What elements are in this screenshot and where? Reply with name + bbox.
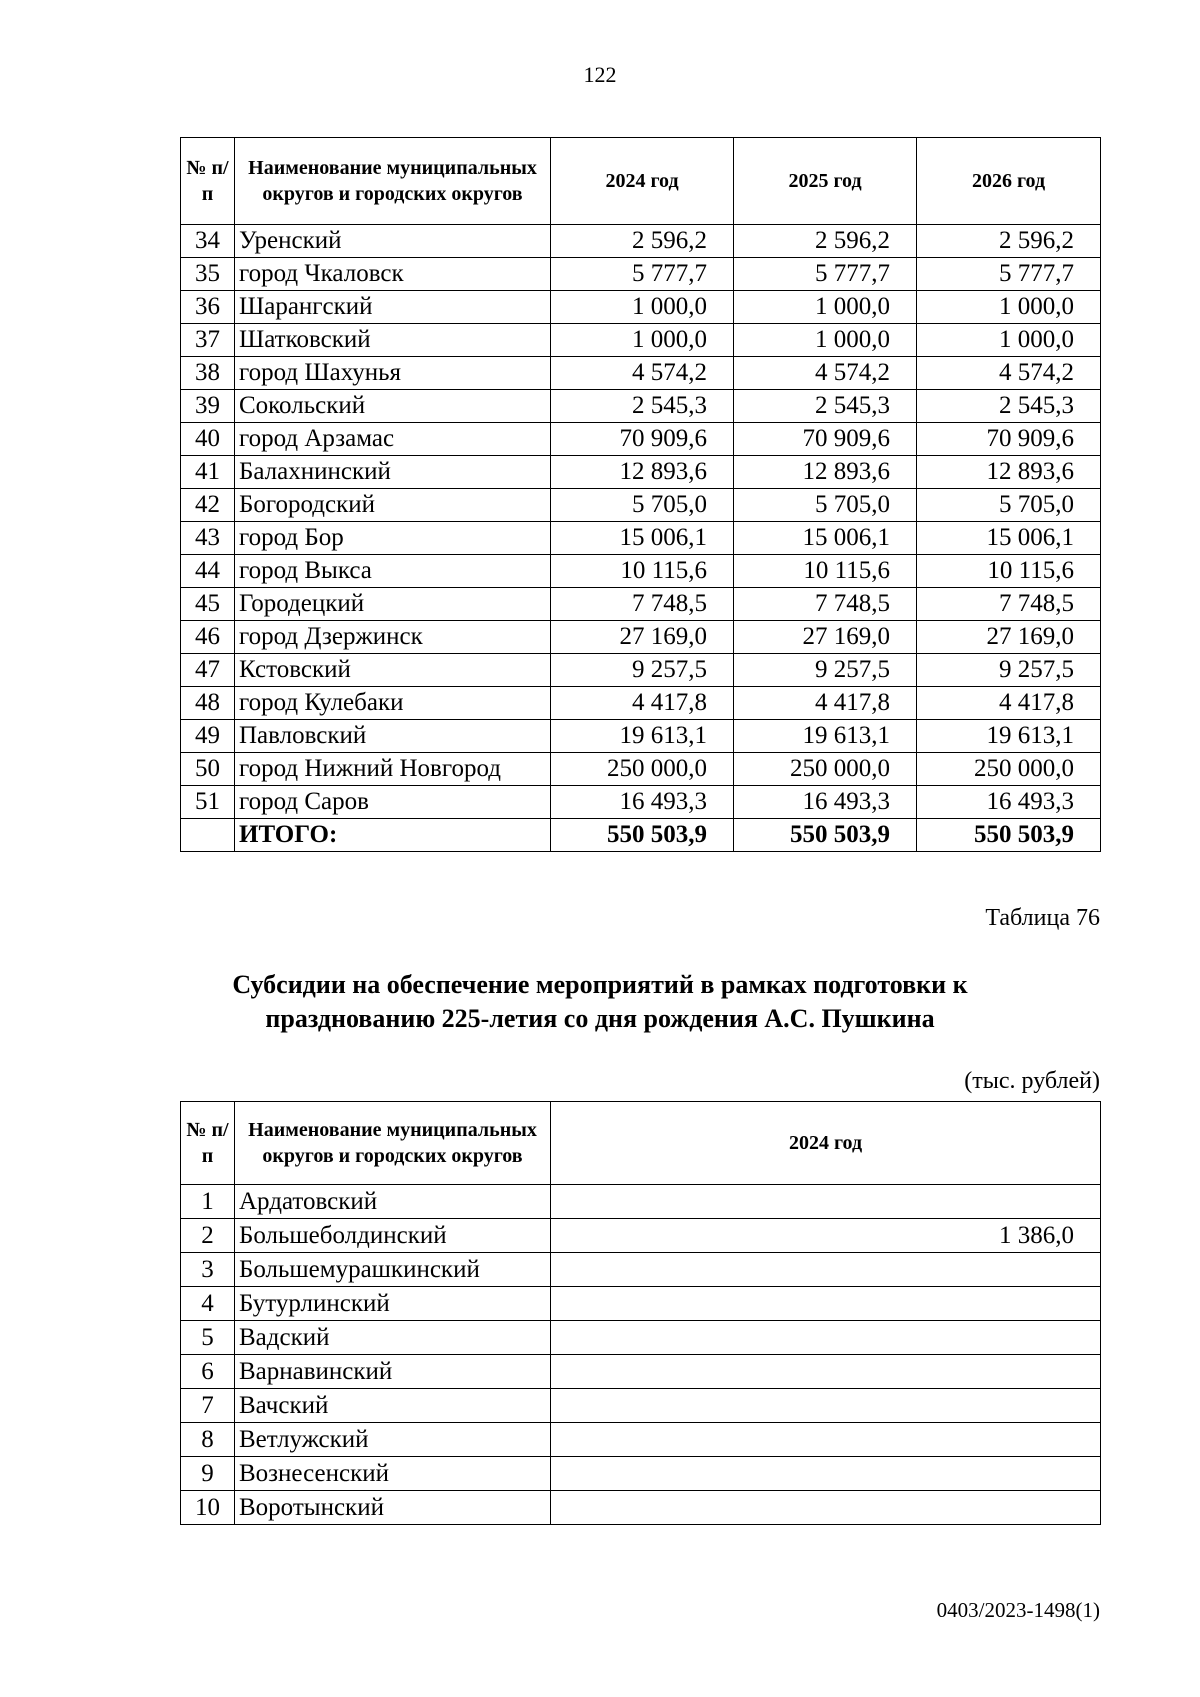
table-row	[181, 1389, 1101, 1423]
row-number: 51	[181, 786, 235, 819]
value-2026: 2 545,3	[917, 390, 1101, 423]
value-2025: 10 115,6	[734, 555, 917, 588]
table-row	[181, 720, 1101, 753]
table-row	[181, 1287, 1101, 1321]
table-row	[181, 1423, 1101, 1457]
value-2025: 4 574,2	[734, 357, 917, 390]
value-2025: 250 000,0	[734, 753, 917, 786]
value-2026: 1 000,0	[917, 291, 1101, 324]
municipality-name: Шарангский	[235, 291, 551, 324]
municipality-name: Бутурлинский	[235, 1287, 551, 1321]
municipality-name: город Саров	[235, 786, 551, 819]
total-2026: 550 503,9	[917, 819, 1101, 852]
value-2025: 2 596,2	[734, 225, 917, 258]
value-2024	[551, 1253, 1101, 1287]
municipality-name: Богородский	[235, 489, 551, 522]
municipality-name: Городецкий	[235, 588, 551, 621]
value-2024: 250 000,0	[551, 753, 734, 786]
municipality-name: город Нижний Новгород	[235, 753, 551, 786]
value-2026: 5 705,0	[917, 489, 1101, 522]
municipality-name: Балахнинский	[235, 456, 551, 489]
row-number: 44	[181, 555, 235, 588]
row-number: 6	[181, 1355, 235, 1389]
municipality-name: Кстовский	[235, 654, 551, 687]
value-2024: 1 386,0	[551, 1219, 1101, 1253]
municipality-name: город Дзержинск	[235, 621, 551, 654]
total-empty-cell	[181, 819, 235, 852]
units-label: (тыс. рублей)	[964, 1068, 1100, 1094]
table-row	[181, 1491, 1101, 1525]
value-2025: 2 545,3	[734, 390, 917, 423]
table-header-row	[181, 1102, 1101, 1185]
value-2024	[551, 1457, 1101, 1491]
row-number: 38	[181, 357, 235, 390]
total-2024: 550 503,9	[551, 819, 734, 852]
row-number: 8	[181, 1423, 235, 1457]
header-2025: 2025 год	[734, 138, 917, 225]
value-2025: 1 000,0	[734, 291, 917, 324]
municipality-name: Сокольский	[235, 390, 551, 423]
subsidy-table-continued	[180, 137, 1101, 852]
row-number: 47	[181, 654, 235, 687]
row-number: 40	[181, 423, 235, 456]
table-row	[181, 291, 1101, 324]
row-number: 36	[181, 291, 235, 324]
header-2026: 2026 год	[917, 138, 1101, 225]
header-name: Наименование муниципальных округов и городских округов	[235, 138, 551, 225]
value-2025: 15 006,1	[734, 522, 917, 555]
municipality-name: город Арзамас	[235, 423, 551, 456]
value-2025: 12 893,6	[734, 456, 917, 489]
value-2024: 4 417,8	[551, 687, 734, 720]
value-2024: 16 493,3	[551, 786, 734, 819]
value-2024	[551, 1491, 1101, 1525]
value-2024: 4 574,2	[551, 357, 734, 390]
value-2026: 250 000,0	[917, 753, 1101, 786]
value-2025: 27 169,0	[734, 621, 917, 654]
table-row	[181, 654, 1101, 687]
value-2024: 1 000,0	[551, 324, 734, 357]
municipality-name: Варнавинский	[235, 1355, 551, 1389]
municipality-name: Уренский	[235, 225, 551, 258]
value-2025: 4 417,8	[734, 687, 917, 720]
table-row	[181, 522, 1101, 555]
table-row	[181, 489, 1101, 522]
value-2026: 12 893,6	[917, 456, 1101, 489]
table-row	[181, 687, 1101, 720]
row-number: 3	[181, 1253, 235, 1287]
row-number: 37	[181, 324, 235, 357]
value-2024	[551, 1423, 1101, 1457]
municipality-name: город Кулебаки	[235, 687, 551, 720]
value-2024: 5 705,0	[551, 489, 734, 522]
table-row	[181, 621, 1101, 654]
table-row	[181, 357, 1101, 390]
table-header-row	[181, 138, 1101, 225]
value-2024: 2 545,3	[551, 390, 734, 423]
value-2024: 70 909,6	[551, 423, 734, 456]
value-2025: 7 748,5	[734, 588, 917, 621]
municipality-name: город Чкаловск	[235, 258, 551, 291]
row-number: 48	[181, 687, 235, 720]
municipality-name: Ветлужский	[235, 1423, 551, 1457]
value-2025: 16 493,3	[734, 786, 917, 819]
row-number: 7	[181, 1389, 235, 1423]
value-2024	[551, 1355, 1101, 1389]
row-number: 35	[181, 258, 235, 291]
total-label: ИТОГО:	[235, 819, 551, 852]
section-title-line: празднованию 225-летия со дня рождения А.С. Пушкина	[265, 1004, 935, 1033]
table-number: Таблица 76	[985, 905, 1100, 931]
row-number: 1	[181, 1185, 235, 1219]
header-num: № п/п	[181, 138, 235, 225]
table-row	[181, 258, 1101, 291]
value-2024: 19 613,1	[551, 720, 734, 753]
row-number: 43	[181, 522, 235, 555]
value-2026: 70 909,6	[917, 423, 1101, 456]
value-2024: 1 000,0	[551, 291, 734, 324]
table-body	[181, 1185, 1101, 1525]
table-row	[181, 1457, 1101, 1491]
value-2024	[551, 1287, 1101, 1321]
table-body	[181, 225, 1101, 852]
value-2026: 19 613,1	[917, 720, 1101, 753]
row-number: 42	[181, 489, 235, 522]
value-2024: 15 006,1	[551, 522, 734, 555]
value-2026: 16 493,3	[917, 786, 1101, 819]
value-2025: 19 613,1	[734, 720, 917, 753]
municipality-name: Вадский	[235, 1321, 551, 1355]
municipality-name: Шатковский	[235, 324, 551, 357]
value-2025: 1 000,0	[734, 324, 917, 357]
row-number: 10	[181, 1491, 235, 1525]
row-number: 5	[181, 1321, 235, 1355]
row-number: 9	[181, 1457, 235, 1491]
page-number: 122	[583, 62, 617, 87]
table-row	[181, 1355, 1101, 1389]
header-2024: 2024 год	[551, 138, 734, 225]
header-num: № п/п	[181, 1102, 235, 1185]
value-2024: 2 596,2	[551, 225, 734, 258]
value-2026: 1 000,0	[917, 324, 1101, 357]
value-2025: 9 257,5	[734, 654, 917, 687]
row-number: 41	[181, 456, 235, 489]
value-2024	[551, 1389, 1101, 1423]
value-2024: 9 257,5	[551, 654, 734, 687]
municipality-name: Вачский	[235, 1389, 551, 1423]
table-row	[181, 225, 1101, 258]
value-2025: 70 909,6	[734, 423, 917, 456]
table-row	[181, 324, 1101, 357]
header-2024: 2024 год	[551, 1102, 1101, 1185]
municipality-name: город Шахунья	[235, 357, 551, 390]
value-2026: 4 574,2	[917, 357, 1101, 390]
table-row	[181, 588, 1101, 621]
table-row	[181, 786, 1101, 819]
row-number: 34	[181, 225, 235, 258]
row-number: 45	[181, 588, 235, 621]
value-2026: 27 169,0	[917, 621, 1101, 654]
value-2024: 5 777,7	[551, 258, 734, 291]
table-row	[181, 1185, 1101, 1219]
row-number: 39	[181, 390, 235, 423]
table-row	[181, 753, 1101, 786]
row-number: 4	[181, 1287, 235, 1321]
municipality-name: Ардатовский	[235, 1185, 551, 1219]
table-row	[181, 1219, 1101, 1253]
municipality-name: Вознесенский	[235, 1457, 551, 1491]
row-number: 2	[181, 1219, 235, 1253]
value-2025: 5 705,0	[734, 489, 917, 522]
value-2024: 27 169,0	[551, 621, 734, 654]
header-name: Наименование муниципальных округов и городских округов	[235, 1102, 551, 1185]
section-title	[0, 968, 1200, 1036]
value-2026: 10 115,6	[917, 555, 1101, 588]
value-2026: 15 006,1	[917, 522, 1101, 555]
row-number: 50	[181, 753, 235, 786]
value-2025: 5 777,7	[734, 258, 917, 291]
value-2024	[551, 1321, 1101, 1355]
value-2024	[551, 1185, 1101, 1219]
municipality-name: Воротынский	[235, 1491, 551, 1525]
total-row	[181, 819, 1101, 852]
value-2024: 10 115,6	[551, 555, 734, 588]
table-row	[181, 555, 1101, 588]
section-title-line: Субсидии на обеспечение мероприятий в рамках подготовки к	[232, 970, 968, 999]
table-row	[181, 1321, 1101, 1355]
municipality-name: Павловский	[235, 720, 551, 753]
document-code: 0403/2023-1498(1)	[936, 1598, 1100, 1622]
value-2026: 9 257,5	[917, 654, 1101, 687]
value-2024: 12 893,6	[551, 456, 734, 489]
municipality-name: Большеболдинский	[235, 1219, 551, 1253]
value-2026: 5 777,7	[917, 258, 1101, 291]
table-row	[181, 1253, 1101, 1287]
table-row	[181, 423, 1101, 456]
municipality-name: Большемурашкинский	[235, 1253, 551, 1287]
municipality-name: город Выкса	[235, 555, 551, 588]
row-number: 49	[181, 720, 235, 753]
row-number: 46	[181, 621, 235, 654]
total-2025: 550 503,9	[734, 819, 917, 852]
pushkin-subsidy-table	[180, 1101, 1101, 1525]
value-2026: 7 748,5	[917, 588, 1101, 621]
municipality-name: город Бор	[235, 522, 551, 555]
table-row	[181, 456, 1101, 489]
value-2026: 2 596,2	[917, 225, 1101, 258]
table-row	[181, 390, 1101, 423]
value-2026: 4 417,8	[917, 687, 1101, 720]
value-2024: 7 748,5	[551, 588, 734, 621]
